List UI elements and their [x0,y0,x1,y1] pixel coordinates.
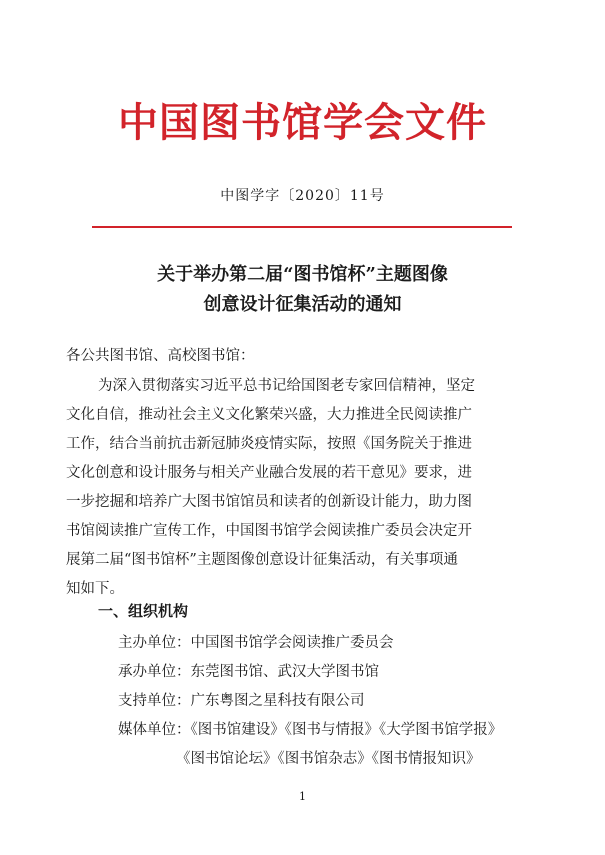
organizer-item: 支持单位：广东粤图之星科技有限公司 [118,693,365,709]
header-divider [92,226,512,228]
document-header-title: 中国图书馆学会文件 [118,99,487,146]
organizer-item: 主办单位：中国图书馆学会阅读推广委员会 [118,635,394,651]
paragraph-line: 展第二届“图书馆杯”主题图像创意设计征集活动，有关事项通 [66,552,458,568]
organizer-item: 媒体单位：《图书馆建设》《图书与情报》《大学图书馆学报》 [118,722,503,738]
notice-title-line-1: 关于举办第二届“图书馆杯”主题图像 [157,264,448,285]
salutation: 各公共图书馆、高校图书馆： [66,348,255,364]
document-number: 中图学字〔2020〕11号 [220,188,385,204]
paragraph-line: 为深入贯彻落实习近平总书记给国图老专家回信精神，坚定 [98,378,475,394]
paragraph-line: 工作，结合当前抗击新冠肺炎疫情实际，按照《国务院关于推进 [66,436,472,452]
paragraph-line: 一步挖掘和培养广大图书馆馆员和读者的创新设计能力，助力图 [66,494,472,510]
organizer-item: 承办单位：东莞图书馆、武汉大学图书馆 [118,664,379,680]
section-heading-organization: 一、组织机构 [98,602,189,620]
paragraph-line: 书馆阅读推广宣传工作，中国图书馆学会阅读推广委员会决定开 [66,523,472,539]
organizer-item: 《图书馆论坛》《图书馆杂志》《图书情报知识》 [176,751,481,767]
paragraph-line: 文化自信，推动社会主义文化繁荣兴盛，大力推进全民阅读推广 [66,407,472,423]
notice-title-line-2: 创意设计征集活动的通知 [203,294,402,315]
paragraph-line: 文化创意和设计服务与相关产业融合发展的若干意见》要求，进 [66,465,472,481]
paragraph-line: 知如下。 [66,581,124,597]
page-number: 1 [299,790,306,803]
